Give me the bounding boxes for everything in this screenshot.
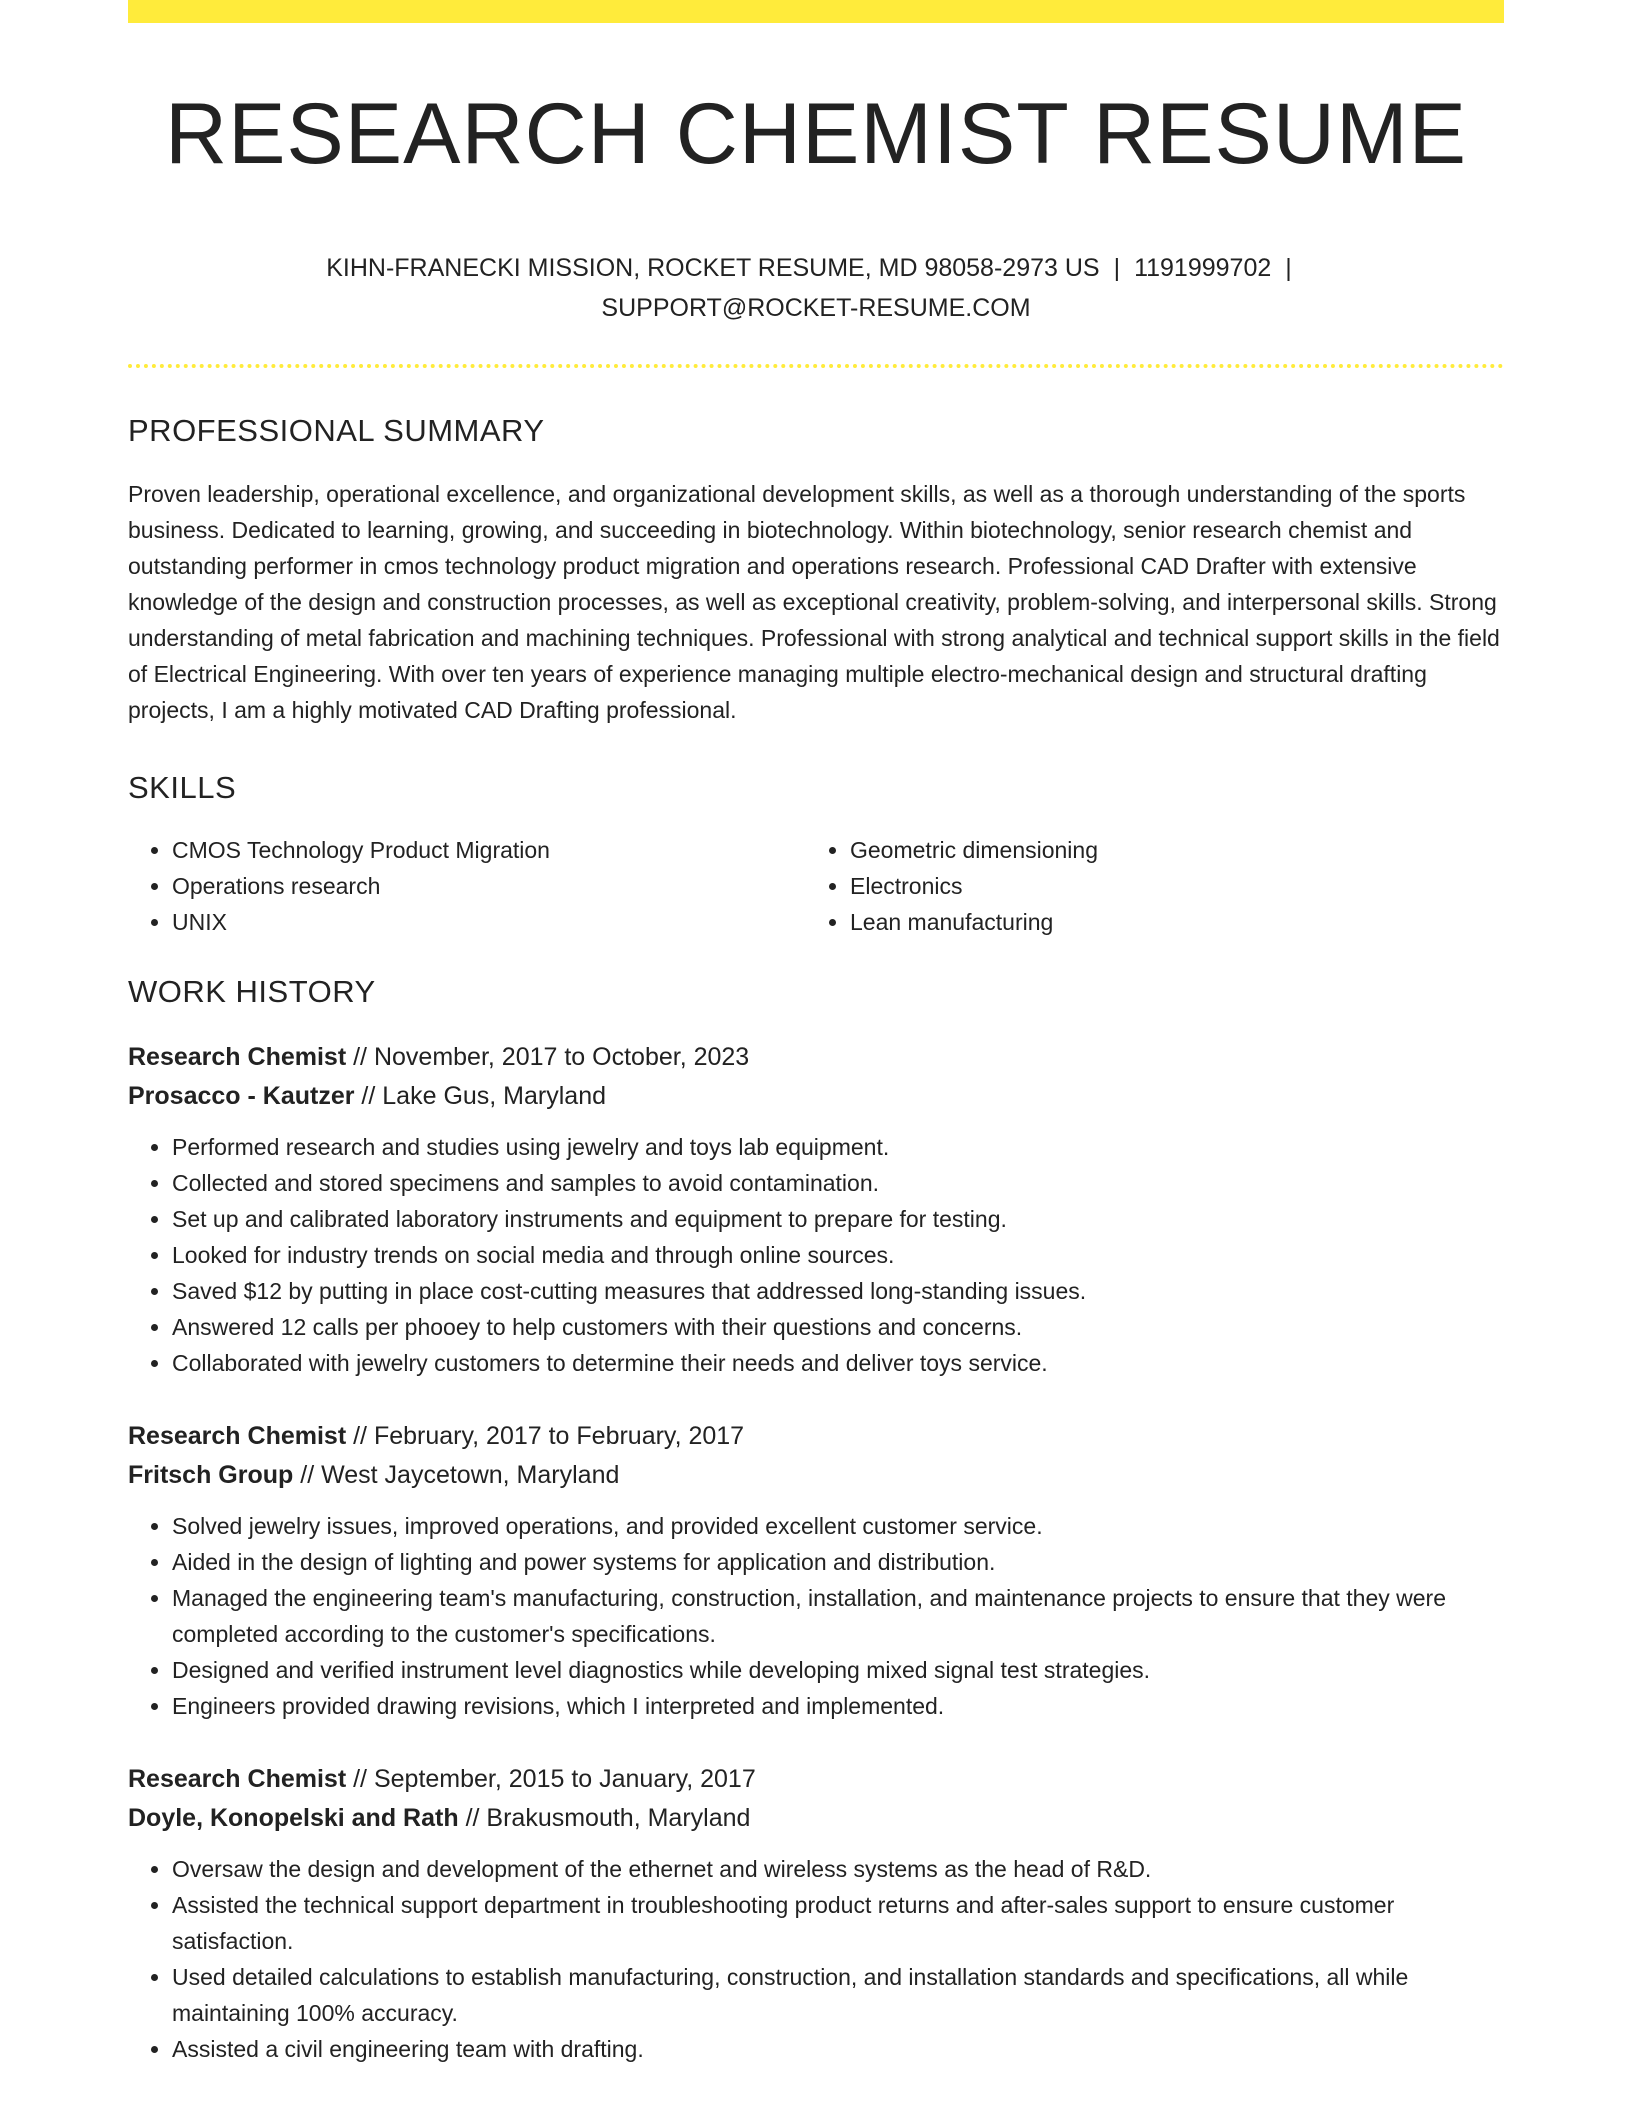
duty-item: • Saved $12 by putting in place cost-cutting measures that addressed long-standing issues. xyxy=(172,1273,1504,1309)
skills-column-right xyxy=(806,832,1484,940)
duty-item: • Used detailed calculations to establish manufacturing, construction, and installation standards and specifications, all while maintaining 100% accuracy. xyxy=(172,1959,1504,2031)
job-dates: November, 2017 to October, 2023 xyxy=(373,1042,750,1071)
contact-line xyxy=(128,248,1504,288)
company-line xyxy=(128,1456,1504,1495)
company-location: West Jaycetown, Maryland xyxy=(321,1460,620,1489)
duty-item: • Looked for industry trends on social media and through online sources. xyxy=(172,1237,1504,1273)
divider: // xyxy=(361,1081,376,1110)
company-name: Doyle, Konopelski and Rath xyxy=(128,1803,459,1832)
skill-item: • Operations research xyxy=(172,868,806,904)
company-line xyxy=(128,1077,1504,1116)
work-history-heading: WORK HISTORY xyxy=(128,973,376,1009)
divider: // xyxy=(353,1764,368,1793)
top-accent-bar xyxy=(128,0,1504,23)
job-title-line xyxy=(128,1038,1504,1077)
duty-item: • Aided in the design of lighting and power systems for application and distribution. xyxy=(172,1544,1504,1580)
skill-item: • UNIX xyxy=(172,904,806,940)
job-entry xyxy=(128,1038,1504,1381)
job-title: Research Chemist xyxy=(128,1764,347,1793)
skill-item: • Lean manufacturing xyxy=(850,904,1484,940)
job-title-line xyxy=(128,1760,1504,1799)
duty-item: • Assisted the technical support department in troubleshooting product returns and after-sales support to ensure customer satisfaction. xyxy=(172,1887,1504,1959)
duties-list xyxy=(128,1508,1504,1724)
company-location: Brakusmouth, Maryland xyxy=(486,1803,751,1832)
resume-page xyxy=(128,0,1504,2067)
duty-item: • Engineers provided drawing revisions, which I interpreted and implemented. xyxy=(172,1688,1504,1724)
job-entry xyxy=(128,1760,1504,2067)
separator: | xyxy=(1285,253,1292,282)
resume-title: RESEARCH CHEMIST RESUME xyxy=(164,86,1468,182)
summary-heading: PROFESSIONAL SUMMARY xyxy=(128,412,545,448)
job-title: Research Chemist xyxy=(128,1042,347,1071)
duty-item: • Solved jewelry issues, improved operations, and provided excellent customer service. xyxy=(172,1508,1504,1544)
job-dates: September, 2015 to January, 2017 xyxy=(373,1764,756,1793)
duty-item: • Collected and stored specimens and samples to avoid contamination. xyxy=(172,1165,1504,1201)
divider: // xyxy=(353,1421,368,1450)
divider: // xyxy=(300,1460,315,1489)
skill-item: • Electronics xyxy=(850,868,1484,904)
duty-item: • Set up and calibrated laboratory instruments and equipment to prepare for testing. xyxy=(172,1201,1504,1237)
duty-item: • Assisted a civil engineering team with drafting. xyxy=(172,2031,1504,2067)
skills-column-left xyxy=(128,832,806,940)
skills-list xyxy=(128,832,1504,940)
phone: 1191999702 xyxy=(1134,253,1272,282)
email: SUPPORT@ROCKET-RESUME.COM xyxy=(601,293,1031,322)
summary-text: Proven leadership, operational excellence, and organizational development skills, as well as a thorough understanding of the sports business. Dedicated to learning, growing, and succeeding in biotechnology. Within biotechnology, senior research chemist and outstanding performer in cmos technology product migration and operations research. Professional CAD Drafter with extensive knowledge of the design and construction processes, as well as exceptional creativity, problem-solving, and interpersonal skills. Strong understanding of metal fabrication and machining techniques. Professional with strong analytical and technical support skills in the field of Electrical Engineering. With over ten years of experience managing multiple electro-mechanical design and structural drafting projects, I am a highly motivated CAD Drafting professional. xyxy=(128,480,1500,723)
duties-list xyxy=(128,1129,1504,1381)
skills-heading: SKILLS xyxy=(128,769,237,805)
job-entry xyxy=(128,1417,1504,1724)
duties-list xyxy=(128,1851,1504,2067)
job-title-line xyxy=(128,1417,1504,1456)
company-name: Prosacco - Kautzer xyxy=(128,1081,355,1110)
job-dates: February, 2017 to February, 2017 xyxy=(373,1421,745,1450)
divider: // xyxy=(465,1803,480,1832)
company-name: Fritsch Group xyxy=(128,1460,294,1489)
duty-item: • Performed research and studies using jewelry and toys lab equipment. xyxy=(172,1129,1504,1165)
duty-item: • Answered 12 calls per phooey to help customers with their questions and concerns. xyxy=(172,1309,1504,1345)
duty-item: • Collaborated with jewelry customers to determine their needs and deliver toys service. xyxy=(172,1345,1504,1381)
company-line xyxy=(128,1799,1504,1838)
divider: // xyxy=(353,1042,368,1071)
skill-item: • CMOS Technology Product Migration xyxy=(172,832,806,868)
duty-item: • Managed the engineering team's manufacturing, construction, installation, and maintenance projects to ensure that they were completed according to the customer's specifications. xyxy=(172,1580,1504,1652)
address: KIHN-FRANECKI MISSION, ROCKET RESUME, MD 98058-2973 US xyxy=(326,253,1100,282)
duty-item: • Oversaw the design and development of the ethernet and wireless systems as the head of R&D. xyxy=(172,1851,1504,1887)
contact-info xyxy=(128,248,1504,328)
company-location: Lake Gus, Maryland xyxy=(382,1081,606,1110)
skill-item: • Geometric dimensioning xyxy=(850,832,1484,868)
job-title: Research Chemist xyxy=(128,1421,347,1450)
separator: | xyxy=(1113,253,1121,282)
duty-item: • Designed and verified instrument level diagnostics while developing mixed signal test strategies. xyxy=(172,1652,1504,1688)
dotted-divider xyxy=(128,364,1504,368)
